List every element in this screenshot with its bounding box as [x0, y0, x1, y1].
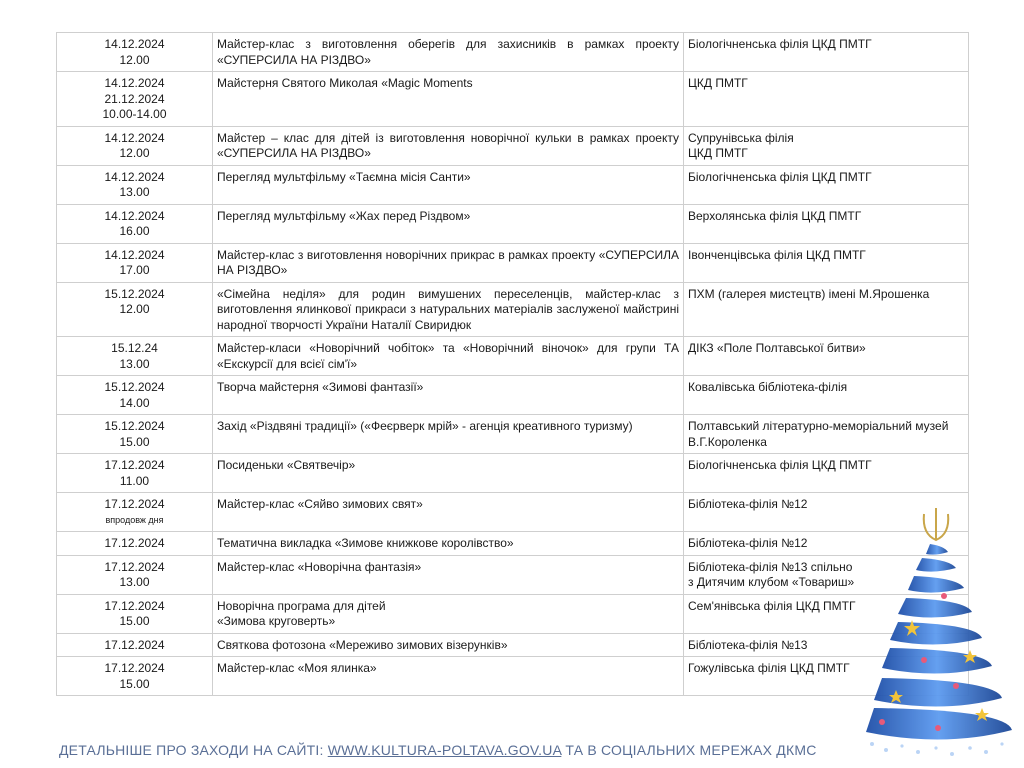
event-description-line: Творча майстерня «Зимові фантазії» [217, 380, 424, 394]
event-date-line: 15.00 [119, 676, 150, 691]
event-venue-line: Полтавський літературно-меморіальний музей В.Г.Короленка [688, 419, 949, 449]
event-date [57, 376, 213, 415]
footer-suffix: ТА В СОЦІАЛЬНИХ МЕРЕЖАХ ДКМС [561, 742, 817, 758]
event-date-line: 17.12.2024 [104, 598, 165, 613]
event-description-line: Майстер-клас «Новорічна фантазія» [217, 559, 422, 574]
event-date [57, 454, 213, 493]
event-venue [684, 204, 969, 243]
table-row [57, 165, 969, 204]
event-date [57, 204, 213, 243]
table-row [57, 415, 969, 454]
event-date-line: 13.00 [119, 356, 150, 371]
event-venue-line: Бібліотека-філія №13 [688, 637, 808, 652]
event-venue [684, 337, 969, 376]
event-description-line: Посиденьки «Святвечір» [217, 458, 356, 472]
event-description [213, 376, 684, 415]
event-date [57, 633, 213, 657]
event-venue [684, 33, 969, 72]
event-date-line: 14.12.2024 [104, 247, 165, 262]
event-venue [684, 165, 969, 204]
date-note: впродовж дня [105, 514, 164, 525]
event-date-line: 14.12.2024 [104, 130, 165, 145]
event-description-line: Майстер-клас з виготовлення новорічних прикрас в рамках проекту «СУПЕРСИЛА НА РІЗДВО» [217, 247, 679, 277]
event-description [213, 204, 684, 243]
event-venue-line: Біологічненська філія ЦКД ПМТГ [688, 458, 872, 472]
event-date [57, 337, 213, 376]
event-venue-line: Верхолянська філія ЦКД ПМТГ [688, 208, 862, 223]
event-venue [684, 126, 969, 165]
event-description [213, 657, 684, 696]
event-date-line: 11.00 [119, 473, 150, 488]
event-venue [684, 72, 969, 127]
event-description [213, 33, 684, 72]
event-description [213, 72, 684, 127]
event-venue [684, 376, 969, 415]
table-row [57, 282, 969, 337]
event-description [213, 243, 684, 282]
event-description [213, 493, 684, 532]
event-date-line: 15.12.2024 [104, 286, 165, 301]
table-row [57, 126, 969, 165]
events-table-body [57, 33, 969, 696]
event-description-line: Майстер-клас з виготовлення оберегів для захисників в рамках проекту «СУПЕРСИЛА НА РІЗДВО» [217, 37, 679, 67]
event-date-line: 16.00 [119, 224, 150, 238]
event-venue-line: Івонченцівська філія ЦКД ПМТГ [688, 247, 866, 262]
event-description-line: Перегляд мультфільму «Жах перед Різдвом» [217, 208, 471, 223]
event-date-line: 10.00-14.00 [102, 107, 167, 121]
event-date [57, 532, 213, 556]
event-date [57, 33, 213, 72]
event-description [213, 454, 684, 493]
event-date-line: 14.12.2024 [104, 37, 165, 51]
event-venue-line: ЦКД ПМТГ [688, 76, 748, 90]
event-description-line: Майстер-клас «Сяйво зимових свят» [217, 497, 423, 511]
event-date-line: 15.00 [119, 434, 150, 449]
table-row [57, 376, 969, 415]
event-date-line: 15.12.24 [111, 341, 158, 355]
event-venue-line: ЦКД ПМТГ [688, 146, 748, 160]
event-date-line: 17.12.2024 [104, 559, 165, 574]
table-row [57, 657, 969, 696]
event-description [213, 282, 684, 337]
event-venue [684, 243, 969, 282]
event-venue-line: Біологічненська філія ЦКД ПМТГ [688, 169, 872, 184]
event-venue-line: Сем'янівська філія ЦКД ПМТГ [688, 598, 856, 613]
footer-prefix: ДЕТАЛЬНІШЕ ПРО ЗАХОДИ НА САЙТІ: [59, 742, 328, 758]
event-date [57, 415, 213, 454]
event-venue-line: Ковалівська бібліотека-філія [688, 380, 848, 394]
event-date [57, 243, 213, 282]
event-venue [684, 415, 969, 454]
event-description-line: Майстер-клас «Моя ялинка» [217, 661, 377, 675]
event-description-line: Новорічна програма для дітей [217, 598, 386, 613]
trident-icon [924, 508, 949, 540]
event-date-line: 17.00 [119, 263, 150, 277]
event-date [57, 126, 213, 165]
event-venue-line: з Дитячим клубом «Товариш» [688, 575, 855, 589]
event-description-line: Майстер – клас для дітей із виготовлення новорічної кульки в рамках проекту «СУПЕРСИЛА НА РІЗДВО» [217, 130, 679, 160]
event-venue [684, 282, 969, 337]
table-row [57, 555, 969, 594]
event-description [213, 126, 684, 165]
event-description-line: «Сімейна неділя» для родин вимушених переселенців, майстер-клас з виготовлення ялинкової прикраси з натуральних матеріалів заслуженої майстрині народної творчості України Наталії Свиридюк [217, 286, 679, 332]
event-description [213, 633, 684, 657]
event-description-line: Тематична викладка «Зимове книжкове королівство» [217, 536, 514, 550]
event-date-line: 15.12.2024 [104, 380, 165, 394]
event-date-line: 14.12.2024 [104, 169, 165, 184]
table-row [57, 493, 969, 532]
table-row [57, 337, 969, 376]
christmas-tree-icon [852, 500, 1020, 762]
table-row [57, 204, 969, 243]
event-date-line: 12.00 [119, 146, 150, 160]
event-description [213, 555, 684, 594]
event-description-line: Перегляд мультфільму «Таємна місія Санти» [217, 169, 471, 184]
event-date [57, 493, 213, 532]
table-row [57, 633, 969, 657]
event-description-line: Майстерня Святого Миколая «Magic Moments [217, 76, 473, 90]
table-row [57, 72, 969, 127]
event-venue-line: Бібліотека-філія №13 спільно [688, 559, 853, 574]
event-venue-line: Гожулівська філія ЦКД ПМТГ [688, 661, 850, 675]
event-description-line: Святкова фотозона «Мереживо зимових візерунків» [217, 637, 508, 652]
event-date-line: 14.12.2024 [104, 76, 165, 90]
event-date [57, 165, 213, 204]
event-venue-line: Супрунівська філія [688, 130, 794, 145]
event-date [57, 72, 213, 127]
event-date-line: 17.12.2024 [104, 661, 165, 675]
event-date-line: 17.12.2024 [104, 637, 165, 652]
website-link[interactable]: WWW.KULTURA-POLTAVA.GOV.UA [327, 742, 562, 758]
event-date-line: 12.00 [119, 52, 150, 67]
event-description [213, 415, 684, 454]
event-date-line: 17.12.2024 [104, 497, 165, 511]
event-venue-line: Бібліотека-філія №12 [688, 536, 808, 550]
event-description-line: Захід «Різдвяні традиції» («Феєрверк мрій» - агенція креативного туризму) [217, 419, 633, 433]
event-date-line: 15.00 [119, 614, 150, 628]
table-row [57, 454, 969, 493]
table-row [57, 243, 969, 282]
events-table [56, 32, 969, 696]
event-date-line: 14.00 [119, 395, 150, 410]
event-date-line: 17.12.2024 [104, 458, 165, 472]
event-date [57, 555, 213, 594]
event-description [213, 165, 684, 204]
event-description-line: «Зимова круговерть» [217, 614, 336, 628]
event-description-line: Майстер-класи «Новорічний чобіток» та «Новорічний віночок» для групи ТА «Екскурсії для всієї сім'ї» [217, 341, 679, 371]
footer-note [59, 742, 817, 758]
event-venue-line: ПХМ (галерея мистецтв) імені М.Ярошенка [688, 286, 930, 301]
table-row [57, 594, 969, 633]
table-row [57, 532, 969, 556]
event-date-line: 12.00 [119, 302, 150, 316]
event-date-line: 14.12.2024 [104, 208, 165, 223]
event-date-line: 13.00 [119, 575, 150, 589]
event-venue-line: Біологічненська філія ЦКД ПМТГ [688, 37, 872, 51]
event-date-line: 17.12.2024 [104, 536, 165, 550]
event-venue-line: ДІКЗ «Поле Полтавської битви» [688, 341, 866, 355]
event-date [57, 657, 213, 696]
event-description [213, 532, 684, 556]
table-row [57, 33, 969, 72]
event-date-line: 13.00 [119, 185, 150, 199]
event-venue [684, 454, 969, 493]
event-date [57, 282, 213, 337]
event-venue-line: Бібліотека-філія №12 [688, 497, 808, 511]
event-date-line: 21.12.2024 [104, 91, 165, 106]
event-date [57, 594, 213, 633]
event-description [213, 594, 684, 633]
event-description [213, 337, 684, 376]
event-date-line: 15.12.2024 [104, 419, 165, 433]
